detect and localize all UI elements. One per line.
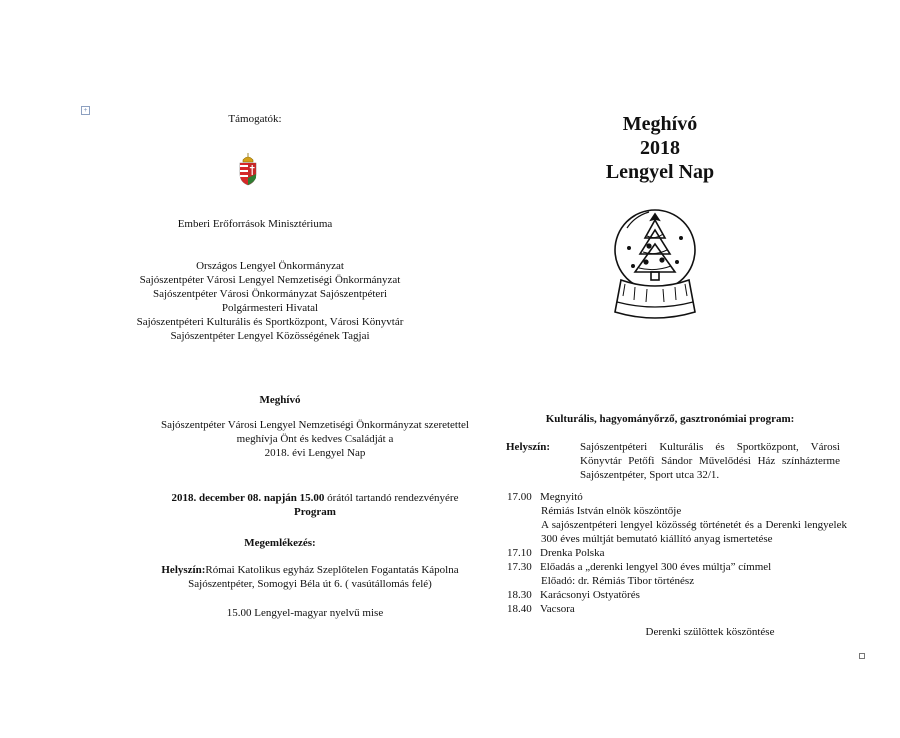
- cover-title: [580, 112, 740, 184]
- schedule-subitem: A sajószentpéteri lengyel közösség történetét és a Derenki lengyelek 300 éves múltját bemutató kiállító anyag ismertetése: [541, 519, 847, 545]
- invitation-line: Sajószentpéter Városi Lengyel Nemzetiségi Önkormányzat szeretettel: [161, 419, 469, 431]
- invitation-line: 2018. évi Lengyel Nap: [264, 447, 366, 459]
- snow-globe-illustration: [605, 200, 705, 330]
- image-placeholder-icon: +: [81, 106, 90, 115]
- invitation-line: meghívja Önt és kedves Családját a: [236, 433, 394, 445]
- sponsor-org: Sajószentpéter Lengyel Közösségének Tagjai: [170, 330, 370, 342]
- schedule-time: 18.40: [507, 603, 532, 615]
- program-heading: Kulturális, hagyományőrző, gasztronómiai program:: [545, 413, 795, 425]
- program-venue-label: Helyszín:: [506, 441, 550, 453]
- schedule-event: Drenka Polska: [540, 547, 605, 559]
- closing-item: Derenki szülöttek köszöntése: [645, 626, 775, 638]
- cover-title-line: Meghívó: [622, 113, 698, 135]
- ministry-name: Emberi Erőforrások Minisztériuma: [177, 218, 333, 230]
- program-schedule: [507, 490, 847, 616]
- sponsor-org: Országos Lengyel Önkormányzat: [196, 260, 344, 272]
- venue-line: Római Katolikus egyház Szeplőtelen Fogantatás Kápolna: [205, 564, 459, 576]
- venue-address: Sajószentpéter, Somogyi Béla út 6. ( vasútállomás felé): [188, 578, 432, 590]
- schedule-row: [507, 490, 847, 504]
- sponsor-org: Sajószentpéteri Kulturális és Sportközpont, Városi Könyvtár: [136, 316, 404, 328]
- cover-year: 2018: [640, 137, 680, 159]
- schedule-subitem: Rémiás István elnök köszöntője: [541, 505, 682, 517]
- remembrance-heading: Megemlékezés:: [244, 537, 316, 549]
- schedule-event: Előadás a „derenki lengyel 300 éves múltja” címmel: [540, 561, 772, 573]
- schedule-time: 17.30: [507, 561, 532, 573]
- sponsors-title: Támogatók:: [228, 113, 282, 125]
- text-end-marker: [859, 653, 865, 659]
- venue-label: Helyszín:: [161, 564, 206, 576]
- sponsor-org: Polgármesteri Hivatal: [221, 302, 319, 314]
- invitation-body: [120, 418, 510, 460]
- schedule-row: [507, 560, 847, 574]
- program-label: Program: [294, 506, 336, 518]
- event-date: [120, 491, 510, 519]
- remembrance-venue: [100, 563, 520, 591]
- sponsor-org: Sajószentpéter Városi Önkormányzat Sajószentpéteri: [152, 288, 388, 300]
- sponsor-organizations: [100, 259, 440, 343]
- schedule-row: [507, 588, 847, 602]
- invitation-heading: Meghívó: [259, 394, 301, 406]
- schedule-row: [507, 546, 847, 560]
- cover-event-name: Lengyel Nap: [605, 161, 715, 183]
- schedule-event: Megnyitó: [540, 491, 583, 503]
- schedule-time: 18.30: [507, 589, 532, 601]
- program-venue: Sajószentpéteri Kulturális és Sportközpont, Városi Könyvtár Petőfi Sándor Művelődési Ház színházterme Sajószentpéter, Sport utca 32/1.: [580, 441, 840, 481]
- schedule-row: [507, 602, 847, 616]
- schedule-event: Karácsonyi Ostyatörés: [540, 589, 640, 601]
- mass-item: 15.00 Lengyel-magyar nyelvű mise: [226, 607, 384, 619]
- event-date-rest: órától tartandó rendezvényére: [324, 492, 459, 504]
- sponsor-org: Sajószentpéter Városi Lengyel Nemzetiségi Önkormányzat: [139, 274, 401, 286]
- hungarian-coat-of-arms-icon: [237, 152, 259, 186]
- schedule-event: Vacsora: [540, 603, 575, 615]
- event-date-time: 2018. december 08. napján 15.00: [171, 492, 325, 504]
- schedule-subitem: Előadó: dr. Rémiás Tibor történész: [541, 575, 695, 587]
- schedule-time: 17.00: [507, 491, 532, 503]
- schedule-time: 17.10: [507, 547, 532, 559]
